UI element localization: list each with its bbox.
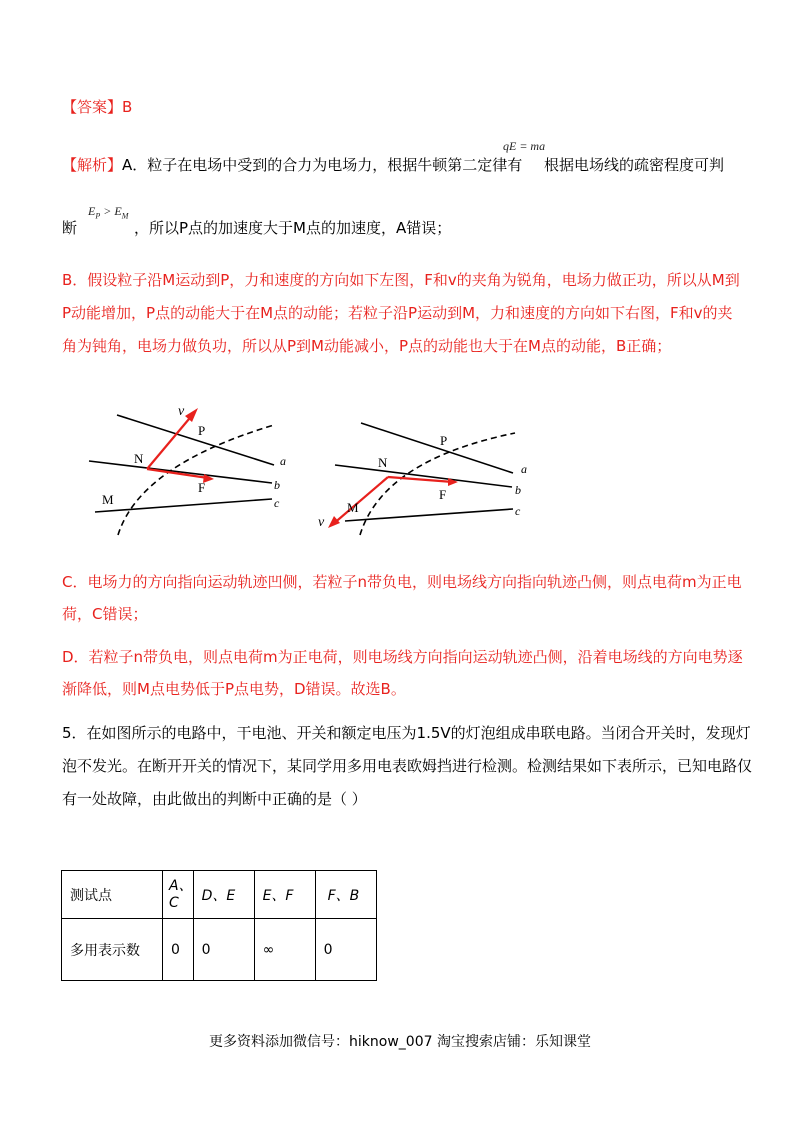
label-M: M — [347, 500, 359, 515]
para-b-line-2: P动能增加，P点的动能大于在M点的动能；若粒子沿P运动到M，力和速度的方向如下右图，F和v的夹 — [62, 304, 733, 322]
para-d-line-2: 渐降低，则M点电势低于P点电势，D错误。故选B。 — [62, 680, 406, 698]
figure-right — [318, 405, 548, 540]
answer-line — [62, 98, 132, 117]
table-row — [62, 919, 377, 981]
label-M: M — [102, 492, 114, 507]
label-F: F — [198, 480, 206, 495]
label-v: v — [318, 515, 325, 530]
table-cell: 0 — [193, 919, 254, 981]
table-header-cell: D、E — [193, 871, 254, 919]
label-P: P — [440, 433, 448, 448]
footer-promo: 更多资料添加微信号：hiknow_007 淘宝搜索店铺：乐知课堂 — [209, 1034, 591, 1050]
question-5-line-2: 泡不发光。在断开开关的情况下，某同学用多用电表欧姆挡进行检测。检测结果如下表所示，已知电路仅 — [62, 757, 753, 775]
analysis-line-1 — [62, 156, 522, 175]
label-b: b — [515, 483, 521, 497]
analysis-text-a-tail: 根据电场线的疏密程度可判 — [544, 156, 725, 174]
table-header-cell: E、F — [254, 871, 315, 919]
table-cell: ∞ — [254, 919, 315, 981]
answer-prefix: 【答案】 — [62, 98, 123, 116]
para-c-line-2: 荷，C错误； — [62, 605, 148, 623]
answer-value: B — [122, 98, 133, 116]
label-N: N — [134, 451, 144, 466]
table-row — [62, 871, 377, 919]
analysis-line-2-head: 断 — [62, 219, 78, 237]
analysis-line-2-tail: ，所以P点的加速度大于M点的加速度，A错误； — [134, 219, 452, 237]
para-c-line-1: C．电场力的方向指向运动轨迹凹侧，若粒子n带负电，则电场线方向指向轨迹凸侧，则点电荷m为正电 — [62, 573, 742, 591]
table-cell: 多用表示数 — [62, 919, 163, 981]
label-P: P — [198, 423, 206, 438]
label-c: c — [274, 496, 280, 510]
analysis-text-a: A．粒子在电场中受到的合力为电场力，根据牛顿第二定律有 — [122, 156, 523, 174]
para-d-line-1: D．若粒子n带负电，则点电荷m为正电荷，则电场线方向指向运动轨迹凸侧，沿着电场线的方向电势逐 — [62, 648, 743, 666]
table-header-cell: F、B — [315, 871, 376, 919]
test-table — [61, 870, 377, 981]
label-c: c — [515, 504, 521, 518]
table-cell: 0 — [315, 919, 376, 981]
question-5-line-3: 有一处故障，由此做出的判断中正确的是（ ） — [62, 790, 367, 808]
table-cell: 0 — [163, 919, 194, 981]
para-b-line-3: 角为钝角，电场力做负功，所以从P到M动能减小，P点的动能也大于在M点的动能，B正确； — [62, 337, 672, 355]
label-a: a — [521, 462, 527, 476]
table-header-cell: A、C — [163, 871, 194, 919]
label-F: F — [439, 487, 447, 502]
label-v: v — [178, 404, 185, 419]
label-a: a — [280, 454, 286, 468]
formula-field-compare: $E_P > E_M$ — [88, 204, 129, 221]
formula-newton: qE = ma — [503, 139, 546, 153]
table-header-cell: 测试点 — [62, 871, 163, 919]
analysis-prefix: 【解析】 — [62, 156, 123, 174]
figure-left — [80, 395, 310, 545]
label-N: N — [378, 455, 388, 470]
para-b-line-1: B．假设粒子沿M运动到P，力和速度的方向如下左图，F和v的夹角为锐角，电场力做正功，所以从M到 — [62, 271, 740, 289]
question-5-line-1: 5．在如图所示的电路中，干电池、开关和额定电压为1.5V的灯泡组成串联电路。当闭合开关时，发现灯 — [62, 724, 751, 742]
label-b: b — [274, 478, 280, 492]
